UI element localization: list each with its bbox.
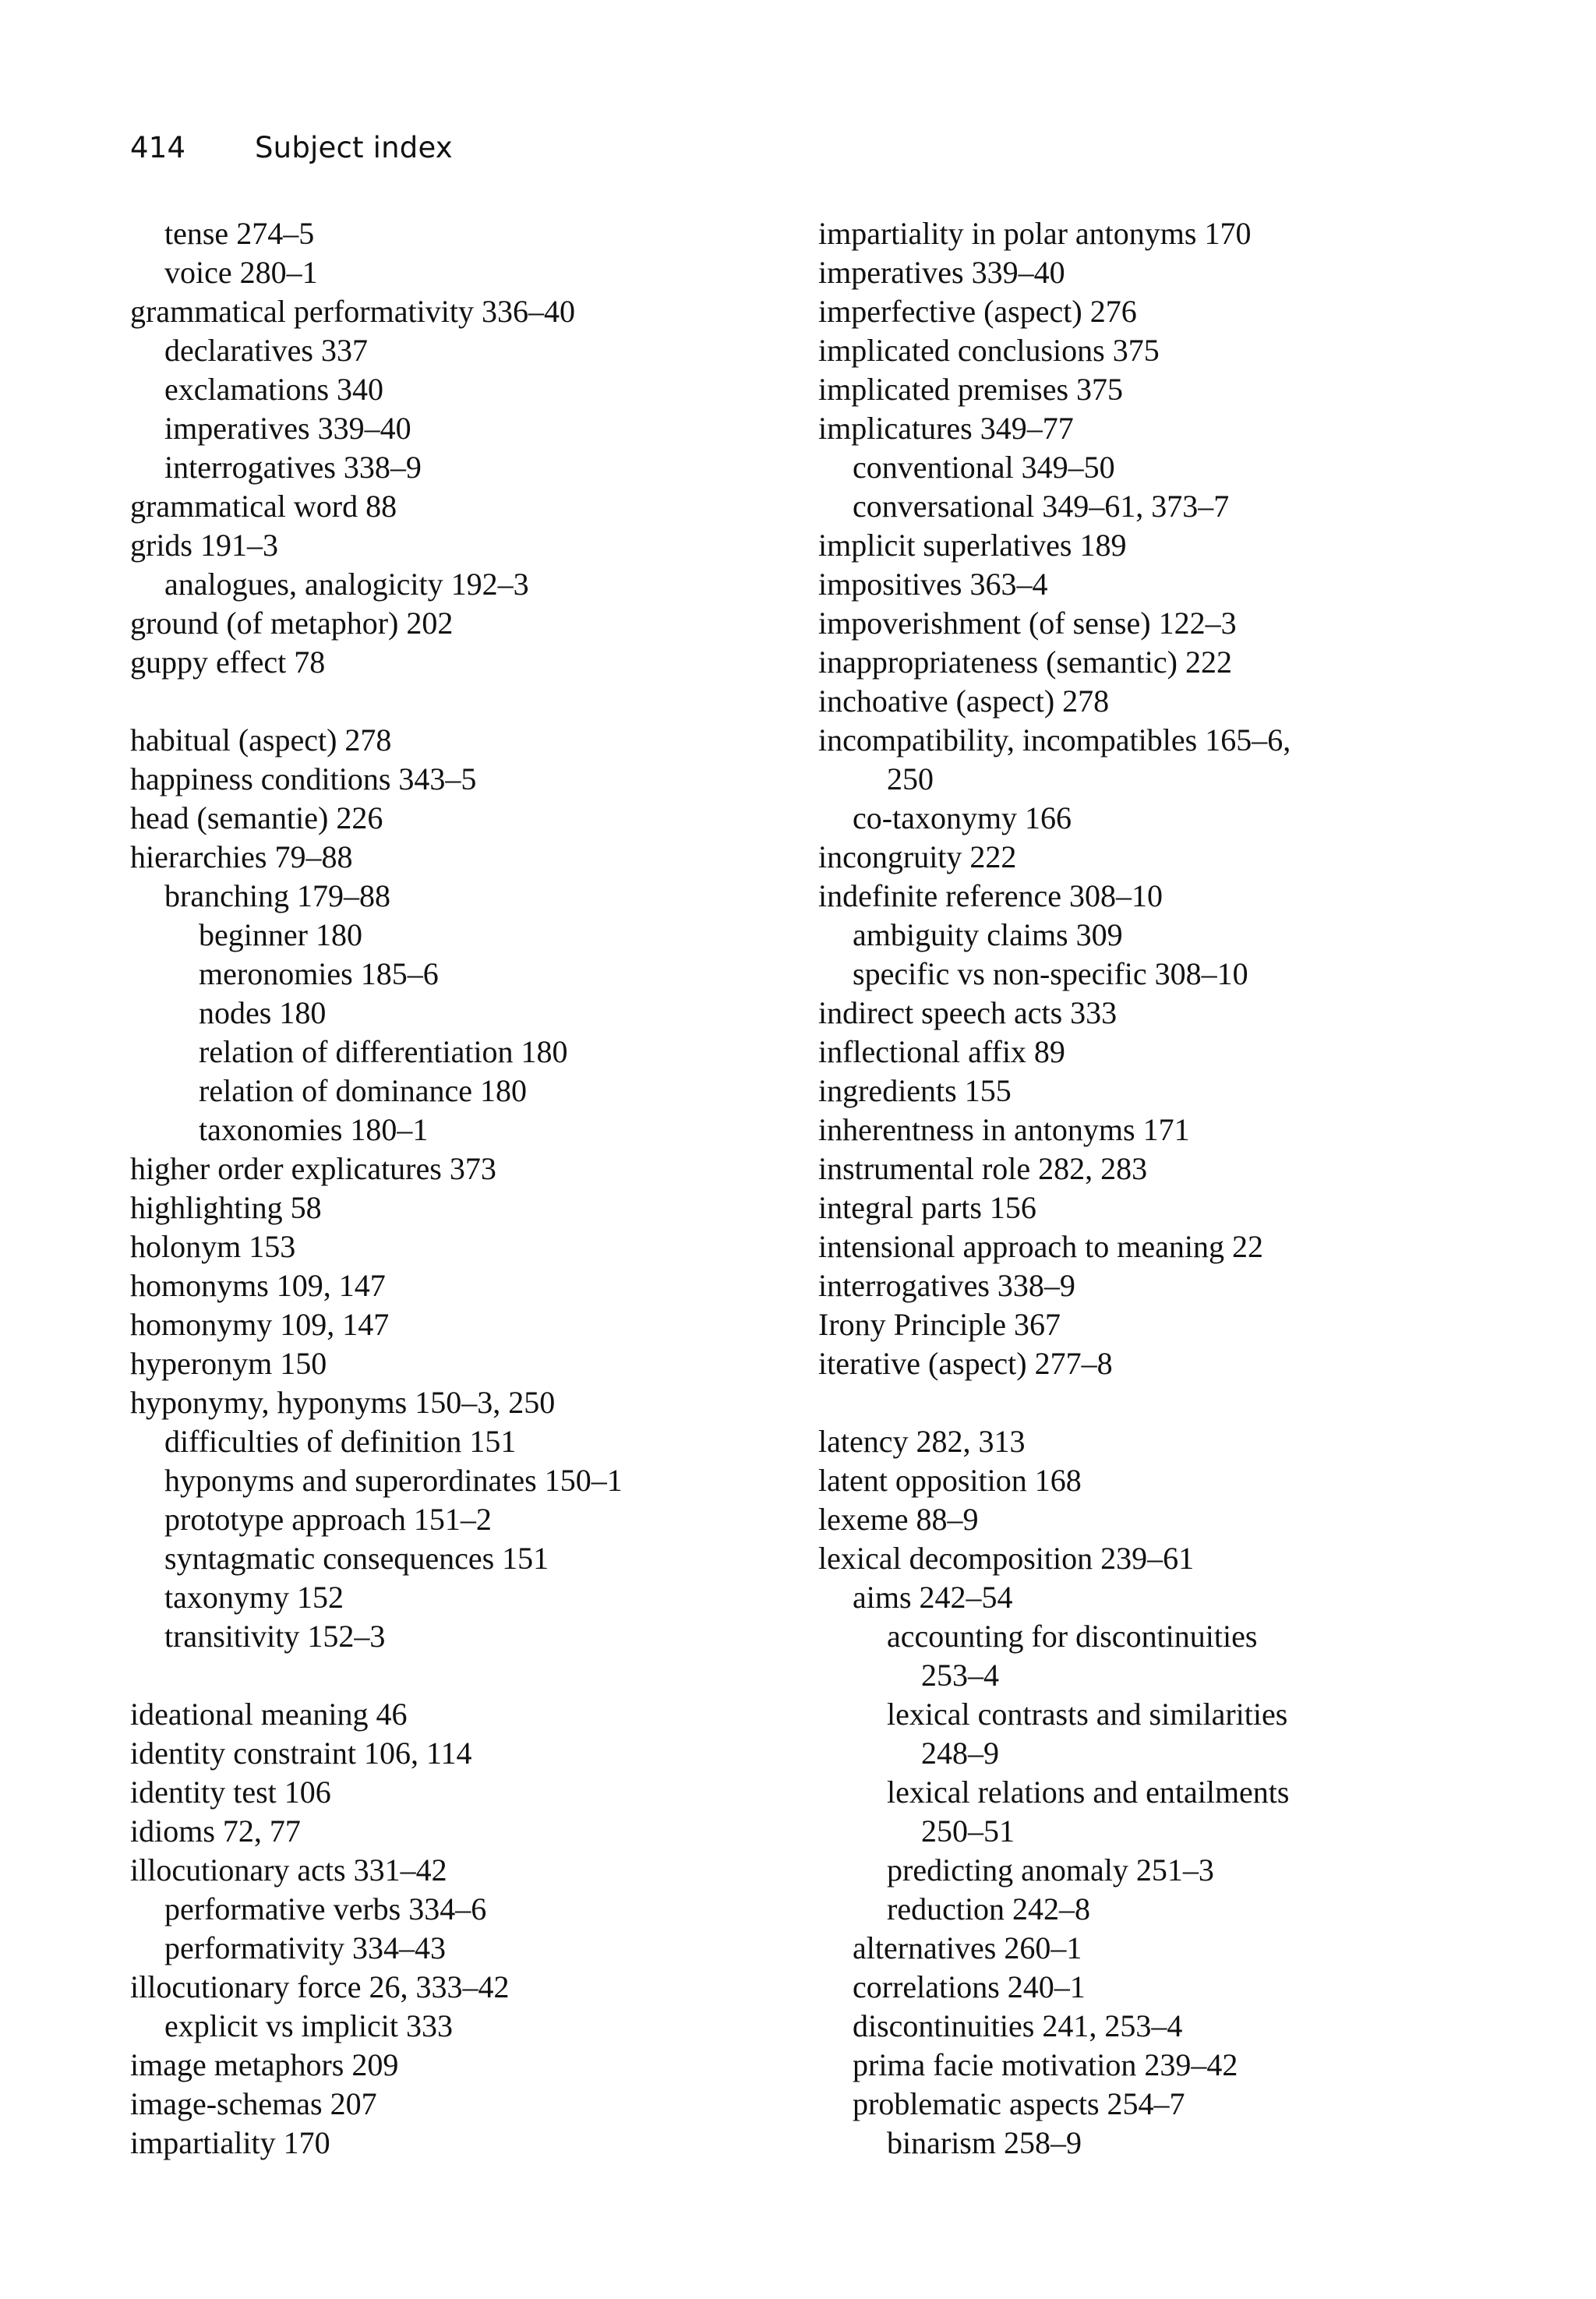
index-entry: latency 282, 313 xyxy=(818,1424,1026,1459)
index-entry: inappropriateness (semantic) 222 xyxy=(818,644,1232,680)
index-subentry: discontinuities 241, 253–4 xyxy=(853,2008,1183,2043)
index-subentry: performativity 334–43 xyxy=(164,1930,447,1965)
index-subentry: branching 179–88 xyxy=(164,878,390,913)
index-subentry: prototype approach 151–2 xyxy=(164,1502,492,1537)
index-subentry: beginner 180 xyxy=(199,917,362,952)
index-entry: highlighting 58 xyxy=(130,1190,322,1225)
index-entry: imperatives 339–40 xyxy=(818,255,1065,290)
index-subentry: hyponyms and superordinates 150–1 xyxy=(164,1463,623,1498)
index-entry: implicatures 349–77 xyxy=(818,411,1074,446)
index-subentry: meronomies 185–6 xyxy=(199,956,439,991)
index-subentry: 250–51 xyxy=(921,1813,1015,1849)
index-entry: impoverishment (of sense) 122–3 xyxy=(818,606,1237,641)
index-subentry: reduction 242–8 xyxy=(887,1891,1091,1926)
index-entry: homonymy 109, 147 xyxy=(130,1307,390,1342)
index-subentry: accounting for discontinuities xyxy=(887,1619,1258,1654)
index-subentry: performative verbs 334–6 xyxy=(164,1891,487,1926)
index-entry: lexeme 88–9 xyxy=(818,1502,979,1537)
page-title: Subject index xyxy=(255,131,453,164)
index-entry: homonyms 109, 147 xyxy=(130,1268,386,1303)
page-number: 414 xyxy=(130,131,186,164)
index-subentry: voice 280–1 xyxy=(164,255,318,290)
index-subentry: syntagmatic consequences 151 xyxy=(164,1541,549,1576)
index-entry: image-schemas 207 xyxy=(130,2086,377,2121)
index-subentry: tense 274–5 xyxy=(164,216,315,251)
index-entry: inflectional affix 89 xyxy=(818,1034,1065,1069)
index-entry: illocutionary acts 331–42 xyxy=(130,1852,447,1888)
index-subentry: relation of dominance 180 xyxy=(199,1073,527,1108)
letter-group-gap xyxy=(130,682,816,721)
index-subentry: conversational 349–61, 373–7 xyxy=(853,489,1230,524)
index-entry: indirect speech acts 333 xyxy=(818,995,1118,1030)
index-subentry: problematic aspects 254–7 xyxy=(853,2086,1185,2121)
index-entry: iterative (aspect) 277–8 xyxy=(818,1346,1113,1381)
running-head xyxy=(130,131,453,170)
index-entry: impositives 363–4 xyxy=(818,567,1048,602)
index-entry: incongruity 222 xyxy=(818,839,1017,874)
index-entry: indefinite reference 308–10 xyxy=(818,878,1163,913)
index-entry: impartiality 170 xyxy=(130,2125,330,2160)
index-subentry: analogues, analogicity 192–3 xyxy=(164,567,529,602)
index-entry: intensional approach to meaning 22 xyxy=(818,1229,1263,1264)
index-entry: illocutionary force 26, 333–42 xyxy=(130,1969,510,2004)
index-subentry: declaratives 337 xyxy=(164,333,368,368)
index-entry: integral parts 156 xyxy=(818,1190,1036,1225)
letter-group-gap xyxy=(130,1656,816,1695)
index-subentry: aims 242–54 xyxy=(853,1580,1013,1615)
index-subentry: relation of differentiation 180 xyxy=(199,1034,568,1069)
index-entry: Irony Principle 367 xyxy=(818,1307,1061,1342)
index-subentry: prima facie motivation 239–42 xyxy=(853,2047,1238,2082)
index-entry: guppy effect 78 xyxy=(130,644,326,680)
index-subentry: specific vs non-specific 308–10 xyxy=(853,956,1248,991)
index-subentry: alternatives 260–1 xyxy=(853,1930,1082,1965)
index-subentry: 250 xyxy=(887,761,934,796)
index-entry: hierarchies 79–88 xyxy=(130,839,353,874)
index-entry: interrogatives 338–9 xyxy=(818,1268,1075,1303)
index-entry: habitual (aspect) 278 xyxy=(130,722,392,758)
index-entry: higher order explicatures 373 xyxy=(130,1151,496,1186)
index-subentry: lexical contrasts and similarities xyxy=(887,1697,1288,1732)
index-entry: head (semantie) 226 xyxy=(130,800,383,835)
index-subentry: binarism 258–9 xyxy=(887,2125,1082,2160)
index-entry: implicated conclusions 375 xyxy=(818,333,1160,368)
index-entry: image metaphors 209 xyxy=(130,2047,399,2082)
index-entry: hyperonym 150 xyxy=(130,1346,327,1381)
index-entry: ingredients 155 xyxy=(818,1073,1012,1108)
letter-group-gap xyxy=(818,1383,1520,1422)
index-subentry: predicting anomaly 251–3 xyxy=(887,1852,1214,1888)
index-entry: holonym 153 xyxy=(130,1229,296,1264)
index-subentry: taxonomies 180–1 xyxy=(199,1112,429,1147)
index-entry: instrumental role 282, 283 xyxy=(818,1151,1148,1186)
index-entry: happiness conditions 343–5 xyxy=(130,761,477,796)
index-entry: grids 191–3 xyxy=(130,528,278,563)
index-subentry: 248–9 xyxy=(921,1736,999,1771)
index-entry: grammatical performativity 336–40 xyxy=(130,294,575,329)
index-entry: identity constraint 106, 114 xyxy=(130,1736,472,1771)
index-entry: inherentness in antonyms 171 xyxy=(818,1112,1190,1147)
index-entry: hyponymy, hyponyms 150–3, 250 xyxy=(130,1385,556,1420)
index-entry: ideational meaning 46 xyxy=(130,1697,408,1732)
index-subentry: explicit vs implicit 333 xyxy=(164,2008,453,2043)
index-subentry: nodes 180 xyxy=(199,995,327,1030)
index-entry: ground (of metaphor) 202 xyxy=(130,606,454,641)
index-subentry: imperatives 339–40 xyxy=(164,411,411,446)
index-column-right xyxy=(818,214,1520,2163)
index-subentry: ambiguity claims 309 xyxy=(853,917,1123,952)
index-subentry: difficulties of definition 151 xyxy=(164,1424,517,1459)
index-entry: implicated premises 375 xyxy=(818,372,1124,407)
index-entry: grammatical word 88 xyxy=(130,489,397,524)
index-column-left xyxy=(130,214,816,2163)
index-subentry: exclamations 340 xyxy=(164,372,384,407)
index-entry: idioms 72, 77 xyxy=(130,1813,301,1849)
index-entry: inchoative (aspect) 278 xyxy=(818,683,1110,719)
index-entry: latent opposition 168 xyxy=(818,1463,1082,1498)
index-subentry: 253–4 xyxy=(921,1658,999,1693)
index-subentry: lexical relations and entailments xyxy=(887,1775,1290,1810)
index-subentry: co-taxonymy 166 xyxy=(853,800,1072,835)
index-entry: impartiality in polar antonyms 170 xyxy=(818,216,1252,251)
index-entry: imperfective (aspect) 276 xyxy=(818,294,1137,329)
index-subentry: interrogatives 338–9 xyxy=(164,450,422,485)
index-entry: identity test 106 xyxy=(130,1775,331,1810)
index-subentry: taxonymy 152 xyxy=(164,1580,344,1615)
index-entry: incompatibility, incompatibles 165–6, xyxy=(818,722,1291,758)
index-entry: lexical decomposition 239–61 xyxy=(818,1541,1195,1576)
index-subentry: transitivity 152–3 xyxy=(164,1619,386,1654)
index-subentry: correlations 240–1 xyxy=(853,1969,1086,2004)
index-entry: implicit superlatives 189 xyxy=(818,528,1127,563)
index-subentry: conventional 349–50 xyxy=(853,450,1115,485)
